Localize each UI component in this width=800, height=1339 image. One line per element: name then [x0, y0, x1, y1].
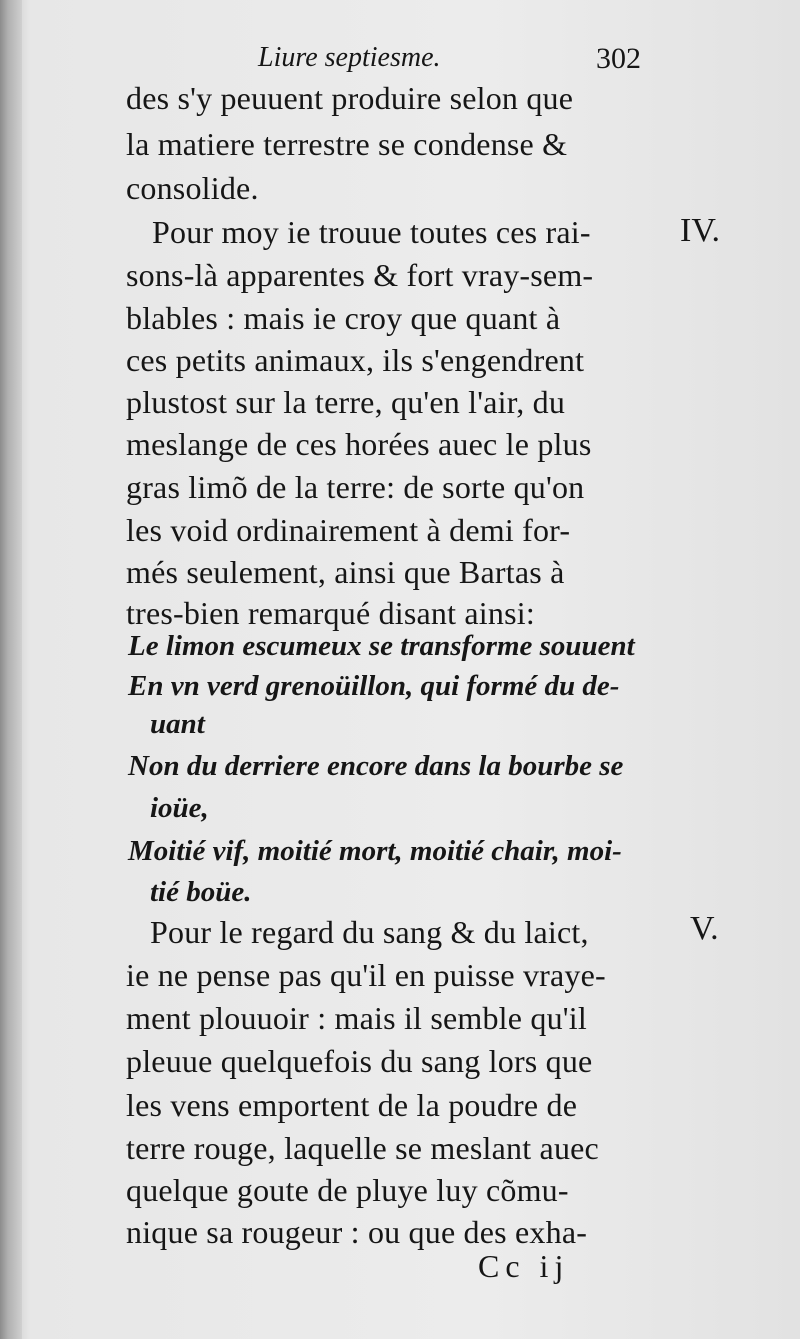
text-line: les vens emportent de la poudre de — [126, 1087, 578, 1123]
text-line: tres-bien remarqué disant ainsi: — [126, 595, 535, 631]
page-binding-edge — [0, 0, 22, 1339]
text-line: consolide. — [126, 170, 259, 206]
text-line: terre rouge, laquelle se meslant auec — [126, 1130, 599, 1166]
verse-line: uant — [150, 708, 205, 740]
verse-line: En vn verd grenoüillon, qui formé du de- — [128, 670, 620, 702]
text-line: des s'y peuuent produire selon que — [126, 80, 574, 116]
text-line: ces petits animaux, ils s'engendrent — [126, 342, 585, 378]
text-line: les void ordinairement à demi for- — [126, 512, 571, 548]
text-line: Pour moy ie trouue toutes ces rai- — [152, 214, 591, 250]
signature-mark: Cc ij — [478, 1248, 570, 1284]
text-line: plustost sur la terre, qu'en l'air, du — [126, 384, 566, 420]
text-line: sons-là apparentes & fort vray-sem- — [126, 257, 594, 293]
text-line: meslange de ces horées auec le plus — [126, 426, 592, 462]
text-line: gras limõ de la terre: de sorte qu'on — [126, 469, 585, 505]
text-line: ment plouuoir : mais il semble qu'il — [126, 1000, 587, 1036]
text-line: pleuue quelquefois du sang lors que — [126, 1043, 593, 1079]
verse-line: tié boüe. — [150, 876, 252, 908]
verse-line: Non du derriere encore dans la bourbe se — [128, 750, 624, 782]
text-line: quelque goute de pluye luy cõmu- — [126, 1172, 569, 1208]
verse-line: Le limon escumeux se transforme souuent — [128, 630, 635, 662]
margin-note: IV. — [680, 212, 720, 249]
text-line: Pour le regard du sang & du laict, — [150, 914, 589, 950]
text-line: més seulement, ainsi que Bartas à — [126, 554, 565, 590]
text-line: ie ne pense pas qu'il en puisse vraye- — [126, 957, 606, 993]
page-number: 302 — [596, 42, 641, 75]
verse-line: Moitié vif, moitié mort, moitié chair, moi- — [128, 835, 622, 867]
margin-note: V. — [690, 910, 719, 947]
verse-line: ioüe, — [150, 792, 209, 824]
text-line: nique sa rougeur : ou que des exha- — [126, 1214, 588, 1250]
running-head: Liure septiesme. — [258, 42, 441, 73]
text-line: la matiere terrestre se condense & — [126, 126, 568, 162]
text-line: blables : mais ie croy que quant à — [126, 300, 561, 336]
